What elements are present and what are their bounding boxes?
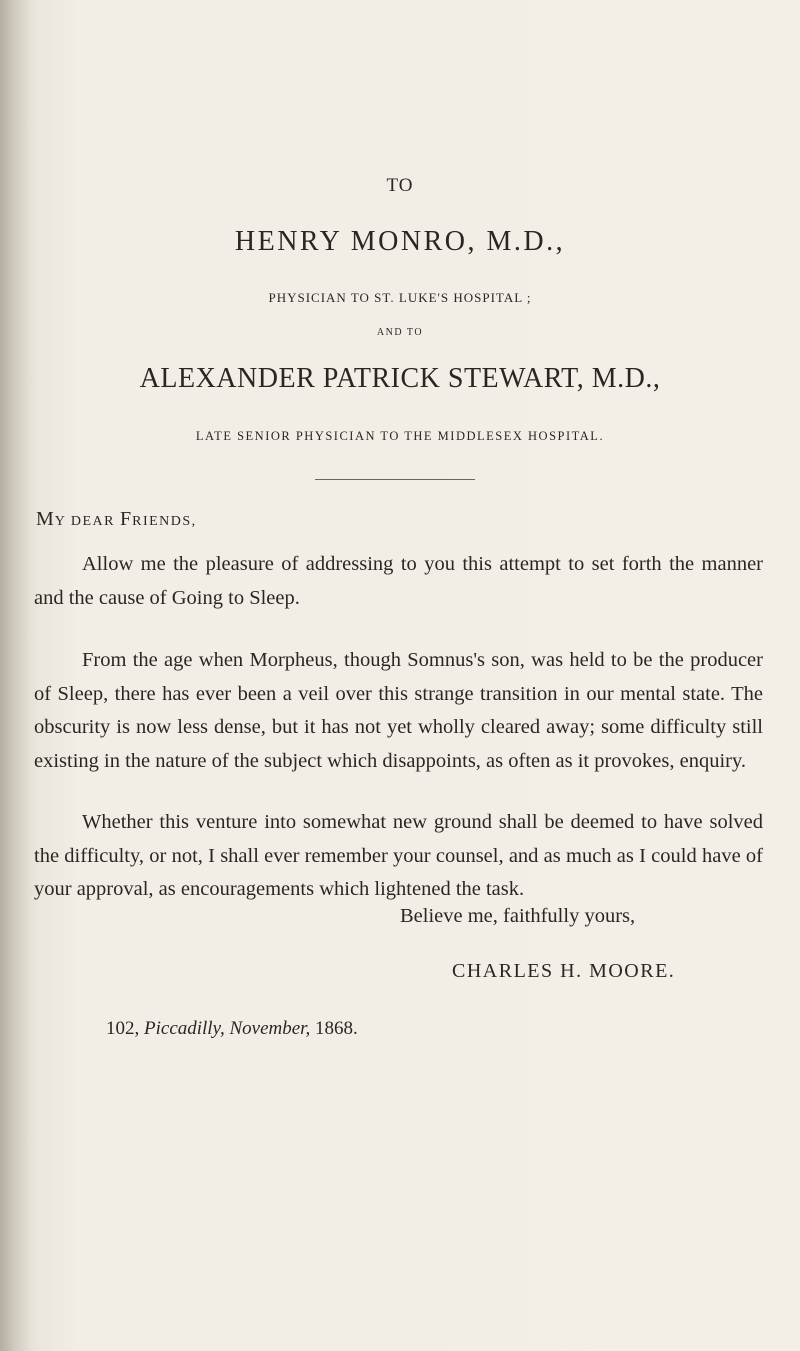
recipient2-name: ALEXANDER PATRICK STEWART, M.D., [139, 363, 661, 394]
and-to-text: AND TO [376, 327, 424, 338]
dedication-to: TO [386, 175, 414, 196]
letter-closing: Believe me, faithfully yours, [400, 905, 636, 927]
letter-paragraph-1: Allow me the pleasure of addressing to you this attempt to set forth the manner and the cause of Going to Sleep. [34, 553, 763, 609]
year: 1868. [310, 1018, 358, 1039]
letter-paragraph-3: Whether this venture into somewhat new ground shall be deemed to have solved the difficulty, or not, I shall ever remember your counsel, and as much as I could have of your approval, as encouragements which lightened the task. [34, 811, 763, 900]
letter-paragraph-2: From the age when Morpheus, though Somnus's son, was held to be the producer of Sleep, there has ever been a veil over this strange transition in our mental state. The obscurity is now less dense, but it has not yet wholly cleared away; some difficulty still existing in the nature of the subject which disappoints, as often as it provokes, enquiry. [34, 649, 763, 772]
salutation-smallcaps-1: Y DEAR [54, 514, 120, 529]
gutter-shadow [0, 0, 30, 1351]
salutation-initial-2: F [120, 508, 133, 530]
signature: CHARLES H. MOORE. [452, 960, 676, 982]
salutation [36, 508, 197, 531]
address-place-date: Piccadilly, November, [144, 1018, 311, 1039]
address-number: 102, [106, 1018, 144, 1039]
recipient2-title: LATE SENIOR PHYSICIAN TO THE MIDDLESEX HOSPITAL. [195, 429, 605, 443]
dateline [106, 1018, 358, 1040]
salutation-smallcaps-2: RIENDS, [132, 514, 197, 529]
divider-rule [315, 479, 475, 480]
recipient1-name: HENRY MONRO, M.D., [234, 226, 566, 257]
salutation-initial-1: M [36, 508, 55, 530]
recipient1-title: PHYSICIAN TO ST. LUKE'S HOSPITAL ; [268, 290, 532, 305]
